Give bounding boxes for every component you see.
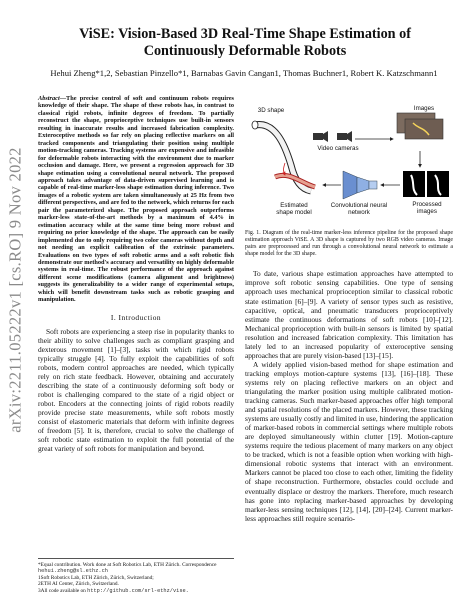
footnote-affiliation-2: 2ETH AI Center, Zürich, Switzerland. <box>38 581 119 588</box>
label-cnn: Convolutional neural network <box>330 202 388 216</box>
label-processed-images: Processed images <box>412 201 442 215</box>
intro-paragraph-1: Soft robots are experiencing a steep rise in popularity thanks to their ability to solve challenges such as compliant grasping and dexterous movement [1]–[3], tasks with which rigid robots typically struggle [4]. To fully exploit the capabilities of soft robots, modern control approaches are needed, which typically rely on rich state feedback. However, obtaining and accurately describing the state of a continuously deforming soft body or robot is challenging compared to the state of a rigid object or robot. Encoders at the connecting joints of rigid robots readily provide precise state measurements, while soft robots mostly consist of elastomeric materials that deform with infinite degrees of freedom [5]. It is, therefore, crucial to solve the challenge of soft robotic state estimation to exploit the full potential of the great variety of soft robots for manipulation and beyond. <box>38 326 234 454</box>
left-column <box>38 95 234 453</box>
footnote-equal-text: *Equal contribution. Work done at Soft Robotics Lab, ETH Zürich. Correspondence <box>38 562 217 568</box>
cnn-icon <box>343 171 377 199</box>
author-list: Hehui Zheng*1,2, Sebastian Pinzello*1, Barnabas Gavin Cangan1, Thomas Buchner1, Robert K. Katzschmann1 <box>50 68 438 78</box>
intro-paragraph-3: A widely applied vision-based method for shape estimation and tracking employs motion-capture systems [13], [16]–[18]. These systems rely on placing reflective markers on an object and triangulating the marker position using multiple calibrated motion-tracking cameras. Such marker-based approaches offer high temporal and spatial resolutions of the placed markers. However, these tracking systems are usually costly and limited in use, hindering the application of marker-based robots in commercial settings where multiple robots are deployed simultaneously within clutter [19]. Motion-capture systems require the tedious placement of many markers on any object to be tracked, which is not a feasible option when working with high-dimensional robotic systems that interact with an environment. Markers cannot be placed too close to each other, limiting the fidelity of shape reconstruction. Furthermore, obstacles could occlude and eventually displace or destroy the markers. Therefore, much research has gone into replacing marker-based approaches by developing marker-less sensing techniques [12], [14], [20]–[24]. Current marker-less approaches still require scenario- <box>245 359 453 523</box>
correspondence-email[interactable]: hehui.zheng@sl.ethz.ch <box>38 568 108 575</box>
figure-caption: Fig. 1. Diagram of the real-time marker-less inference pipeline for the proposed shape estimation approach ViSE. A 3D shape is captured by two RGB video cameras. Image pairs are preprocessed and run through a convolutional neural network to estimate a shape model for the 3D shape. <box>245 230 453 258</box>
camera-icon <box>313 131 328 142</box>
footnote-equal <box>38 562 234 575</box>
abstract-label: Abstract <box>38 95 60 102</box>
arxiv-stamp-text: arXiv:2211.05222v1 [cs.RO] 9 Nov 2022 <box>6 147 25 433</box>
camera-icon <box>337 131 352 142</box>
label-images: Images <box>413 105 435 112</box>
footnote-affiliation-1: 1Soft Robotics Lab, ETH Zürich, Zürich, Switzerland; <box>38 574 154 581</box>
abstract: Abstract—The precise control of soft and continuum robots requires knowledge of their shape. The shape of these robots has, in contrast to classical rigid robots, infinite degrees of freedom. To partially reconstruct the shape, proprioceptive techniques use built-in sensors resulting in inaccurate results and increased fabrication complexity. Exteroceptive methods so far rely on placing reflective markers on all tracked components and triangulating their position using multiple motion-tracking cameras. Tracking systems are expensive and infeasible for deformable robots interacting with the environment due to marker occlusion and damage. Here, we present a regression approach for 3D shape estimation using a convolutional neural network. The proposed approach takes advantage of data-driven supervised learning and is capable of real-time marker-less shape estimation during inference. Two images of a robotic system are taken simultaneously at 25 Hz from two different perspectives, and are fed to the network, which returns for each pair the parameterized shape. The proposed approach outperforms marker-less state-of-the-art methods by a maximum of 4.4% in estimation accuracy while at the same time being more robust and requiring no prior knowledge of the shape. The approach can be easily implemented due to only requiring two color cameras without depth and not needing an explicit calibration of the extrinsic parameters. Evaluations on two types of soft robotic arms and a soft robotic fish demonstrate our method's accuracy and versatility on highly deformable systems in real-time. The robust performance of the approach against different scene modifications (camera alignment and brightness) suggests its generalizability to a wider range of experimental setups, which will benefit downstream tasks such as robotic grasping and manipulation. <box>38 95 234 304</box>
image-pair-thumbnails <box>397 113 443 139</box>
figure-1 <box>245 105 453 227</box>
arxiv-stamp <box>6 120 26 460</box>
label-3d-shape: 3D shape <box>257 107 285 114</box>
section-heading-introduction: I. Introduction <box>110 312 162 322</box>
right-column <box>245 95 453 523</box>
processed-image-thumbnails <box>403 171 449 197</box>
paper-title: ViSE: Vision-Based 3D Real-Time Shape Estimation of Continuously Deformable Robots <box>79 26 411 59</box>
footnote-code <box>38 588 234 594</box>
footnotes <box>38 558 234 594</box>
abstract-text: The precise control of soft and continuum robots requires knowledge of their shape. The shape of these robots has, in contrast to classical rigid robots, infinite degrees of freedom. To partially reconstruct the shape, proprioceptive techniques use built-in sensors resulting in inaccurate results and increased fabrication complexity. Exteroceptive methods so far rely on placing reflective markers on all tracked components and triangulating their position using multiple motion-tracking cameras. Tracking systems are expensive and infeasible for deformable robots interacting with the environment due to marker occlusion and damage. Here, we present a regression approach for 3D shape estimation using a convolutional neural network. The proposed approach takes advantage of data-driven supervised learning and is capable of real-time marker-less shape estimation during inference. Two images of a robotic system are taken simultaneously at 25 Hz from two different perspectives, and are fed to the network, which returns for each pair the parameterized shape. The proposed approach outperforms marker-less state-of-the-art methods by a maximum of 4.4% in estimation accuracy while at the same time being more robust and requiring no prior knowledge of the shape. The approach can be easily implemented due to only requiring two color cameras without depth and not needing an explicit calibration of the extrinsic parameters. Evaluations on two types of soft robotic arms and a soft robotic fish demonstrate our method's accuracy and versatility on highly deformable systems in real-time. The robust performance of the approach against different scene modifications (camera alignment and brightness) suggests its generalizability to a wider range of experimental setups, which will benefit downstream tasks such as robotic grasping and manipulation. <box>38 95 234 304</box>
label-video-cameras: Video cameras <box>317 145 359 152</box>
label-estimated-shape-model: Estimated shape model <box>276 202 312 216</box>
footnote-code-text: 3All code available on <box>38 587 86 594</box>
code-url-link[interactable]: http://github.com/srl-ethz/vise. <box>87 587 189 594</box>
intro-paragraph-2: To date, various shape estimation approaches have attempted to improve soft robotic sensing capabilities. One type of sensing approach uses mechanical proprioception similar to classical robotic state estimation [6]–[9]. A variety of sensor types such as resistive, capacitive, optical, and pneumatic transducers proprioceptively estimate the continuous deformations of soft robots [10]–[12]. Mechanical proprioception with built-in sensors is limited by spatial resolution and increased fabrication complexity. This limitation has lately led to an increased popularity of exteroceptive sensing approaches that are purely vision-based [13]–[15]. <box>245 269 453 360</box>
